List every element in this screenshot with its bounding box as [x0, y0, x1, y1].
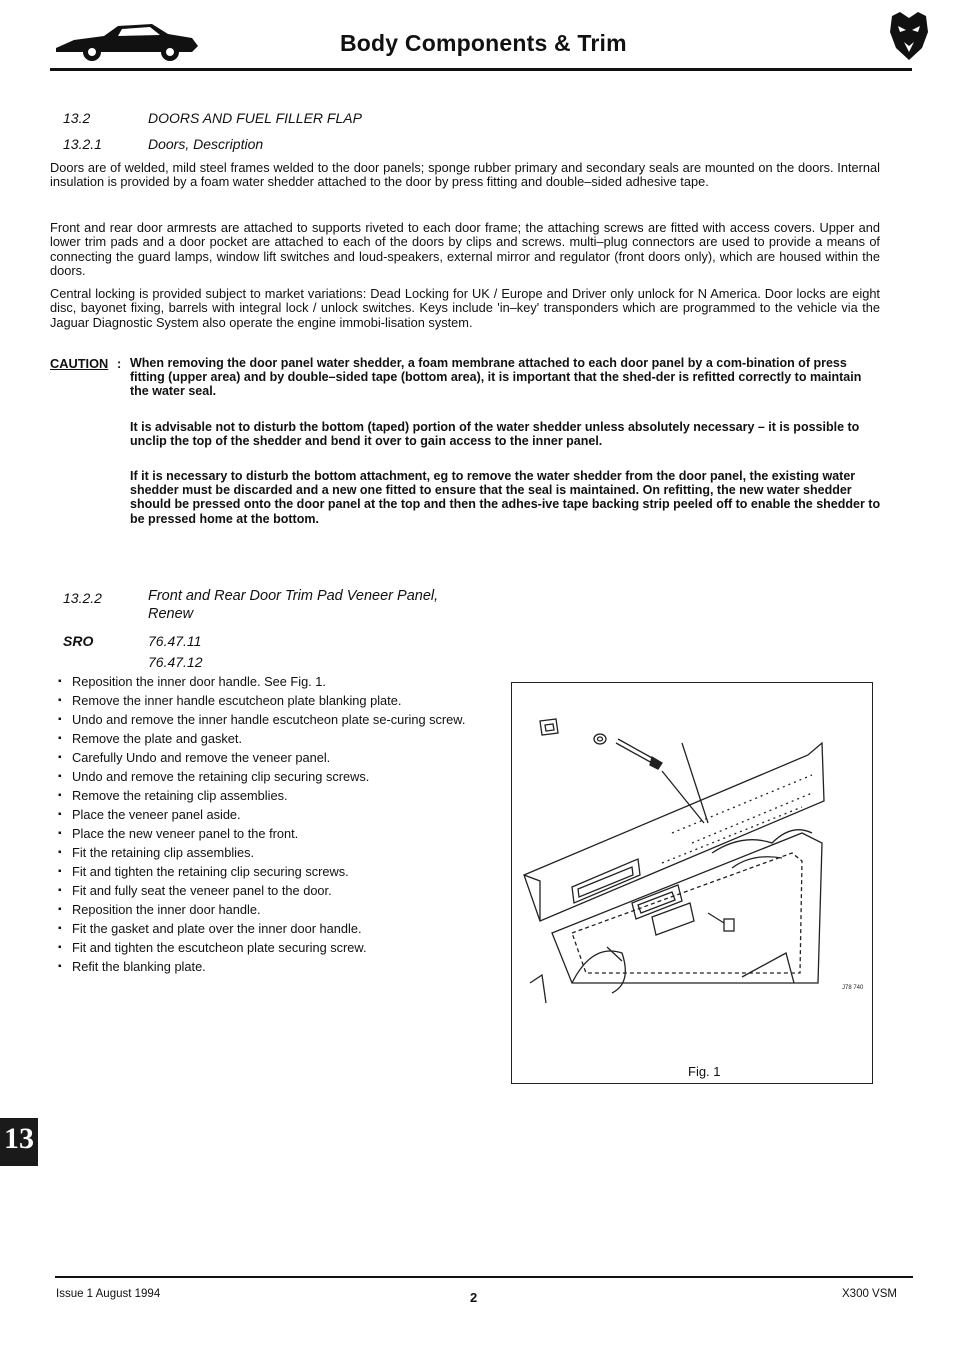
description-paragraph-1: Doors are of welded, mild steel frames welded to the door panels; sponge rubber primary and secondary seals are mounted on the doors. Internal insulation is provided by a foam water shedder attached to the door by press fitting and double–sided adhesive tape.	[50, 160, 880, 190]
page-number: 2	[470, 1290, 478, 1305]
page-header-title: Body Components & Trim	[340, 30, 627, 56]
caution-paragraph-2: It is advisable not to disturb the bottom (taped) portion of the water shedder unless absolutely necessary – it is possible to unclip the top of the shedder and bend it over to gain access to the inner panel.	[130, 420, 860, 449]
step-9: ▪ Place the new veneer panel to the front.	[58, 827, 488, 841]
header-rule	[50, 68, 912, 71]
step-11: ▪ Fit and tighten the retaining clip securing screws.	[58, 865, 488, 879]
step-1: ▪ Reposition the inner door handle. See Fig. 1.	[58, 675, 488, 689]
procedure-steps	[58, 675, 488, 979]
step-6: ▪ Undo and remove the retaining clip securing screws.	[58, 770, 488, 784]
step-7: ▪ Remove the retaining clip assemblies.	[58, 789, 488, 803]
step-10: ▪ Fit the retaining clip assemblies.	[58, 846, 488, 860]
step-5: ▪ Carefully Undo and remove the veneer panel.	[58, 751, 488, 765]
chapter-tab-number: 13	[4, 1122, 34, 1155]
sro-label: SRO	[63, 633, 94, 649]
description-paragraph-3: Central locking is provided subject to market variations: Dead Locking for UK / Europe and Driver only unlock for N America. Door locks are eight disc, bayonet fixing, barrels with integral lock / unlock switches. Keys include 'in–key' transponders which are programmed to the vehicle via the Jaguar Diagnostic System also operate the engine immobi-lisation system.	[50, 286, 880, 330]
subsection-title: Doors, Description	[148, 136, 264, 152]
section-title: DOORS AND FUEL FILLER FLAP	[148, 110, 362, 126]
sro-code-2: 76.47.12	[148, 654, 203, 670]
procedure-title-line2: Renew	[148, 606, 194, 622]
caution-paragraph-3: If it is necessary to disturb the bottom attachment, eg to remove the water shedder from the door panel, the existing water shedder must be discarded and a new one fitted to ensure that the seal is maintained. On refitting, the new water shedder should be pressed onto the door panel at the top and then the adhes-ive tape backing strip peeled off to enable the shedder to be pressed home at the bottom.	[130, 469, 881, 526]
step-12: ▪ Fit and fully seat the veneer panel to the door.	[58, 884, 488, 898]
caution-colon: :	[117, 356, 122, 371]
jaguar-car-silhouette-icon	[52, 18, 202, 64]
step-8: ▪ Place the veneer panel aside.	[58, 808, 488, 822]
step-13: ▪ Reposition the inner door handle.	[58, 903, 488, 917]
sro-code-1: 76.47.11	[148, 633, 202, 649]
procedure-title-line1: Front and Rear Door Trim Pad Veneer Panel,	[148, 588, 439, 604]
jaguar-head-emblem-icon	[888, 10, 930, 62]
step-2: ▪ Remove the inner handle escutcheon plate blanking plate.	[58, 694, 488, 708]
caution-paragraph-1: When removing the door panel water shedder, a foam membrane attached to each door panel by a com-bination of press fitting (upper area) and by double–sided tape (bottom area), it is important that the shed-der is refitted correctly to maintain the water seal.	[130, 356, 862, 399]
footer-model: X300 VSM	[842, 1288, 897, 1300]
section-number: 13.2	[63, 110, 91, 126]
step-14: ▪ Fit the gasket and plate over the inner door handle.	[58, 922, 488, 936]
subsection-number: 13.2.1	[63, 136, 102, 152]
caution-label: CAUTION	[50, 356, 109, 371]
step-3: ▪ Undo and remove the inner handle escutcheon plate se-curing screw.	[58, 713, 488, 727]
step-15: ▪ Fit and tighten the escutcheon plate securing screw.	[58, 941, 488, 955]
figure-1-frame	[511, 682, 873, 1084]
figure-code: J78 740	[842, 985, 864, 991]
step-16: ▪ Refit the blanking plate.	[58, 960, 488, 974]
footer-issue: Issue 1 August 1994	[56, 1288, 161, 1300]
procedure-number: 13.2.2	[63, 590, 102, 606]
door-trim-veneer-exploded-diagram	[512, 683, 872, 1063]
figure-1-caption: Fig. 1	[688, 1064, 721, 1079]
footer-rule	[55, 1276, 913, 1278]
description-paragraph-2: Front and rear door armrests are attached to supports riveted to each door frame; the attaching screws are fitted with access covers. Upper and lower trim pads and a door pocket are attached to each of the doors by clips and screws. multi–plug connectors are used to provide a means of connecting the guard lamps, window lift switches and loud-speakers, external mirror and regulator (front doors only), which are housed within the doors.	[50, 220, 880, 279]
step-4: ▪ Remove the plate and gasket.	[58, 732, 488, 746]
